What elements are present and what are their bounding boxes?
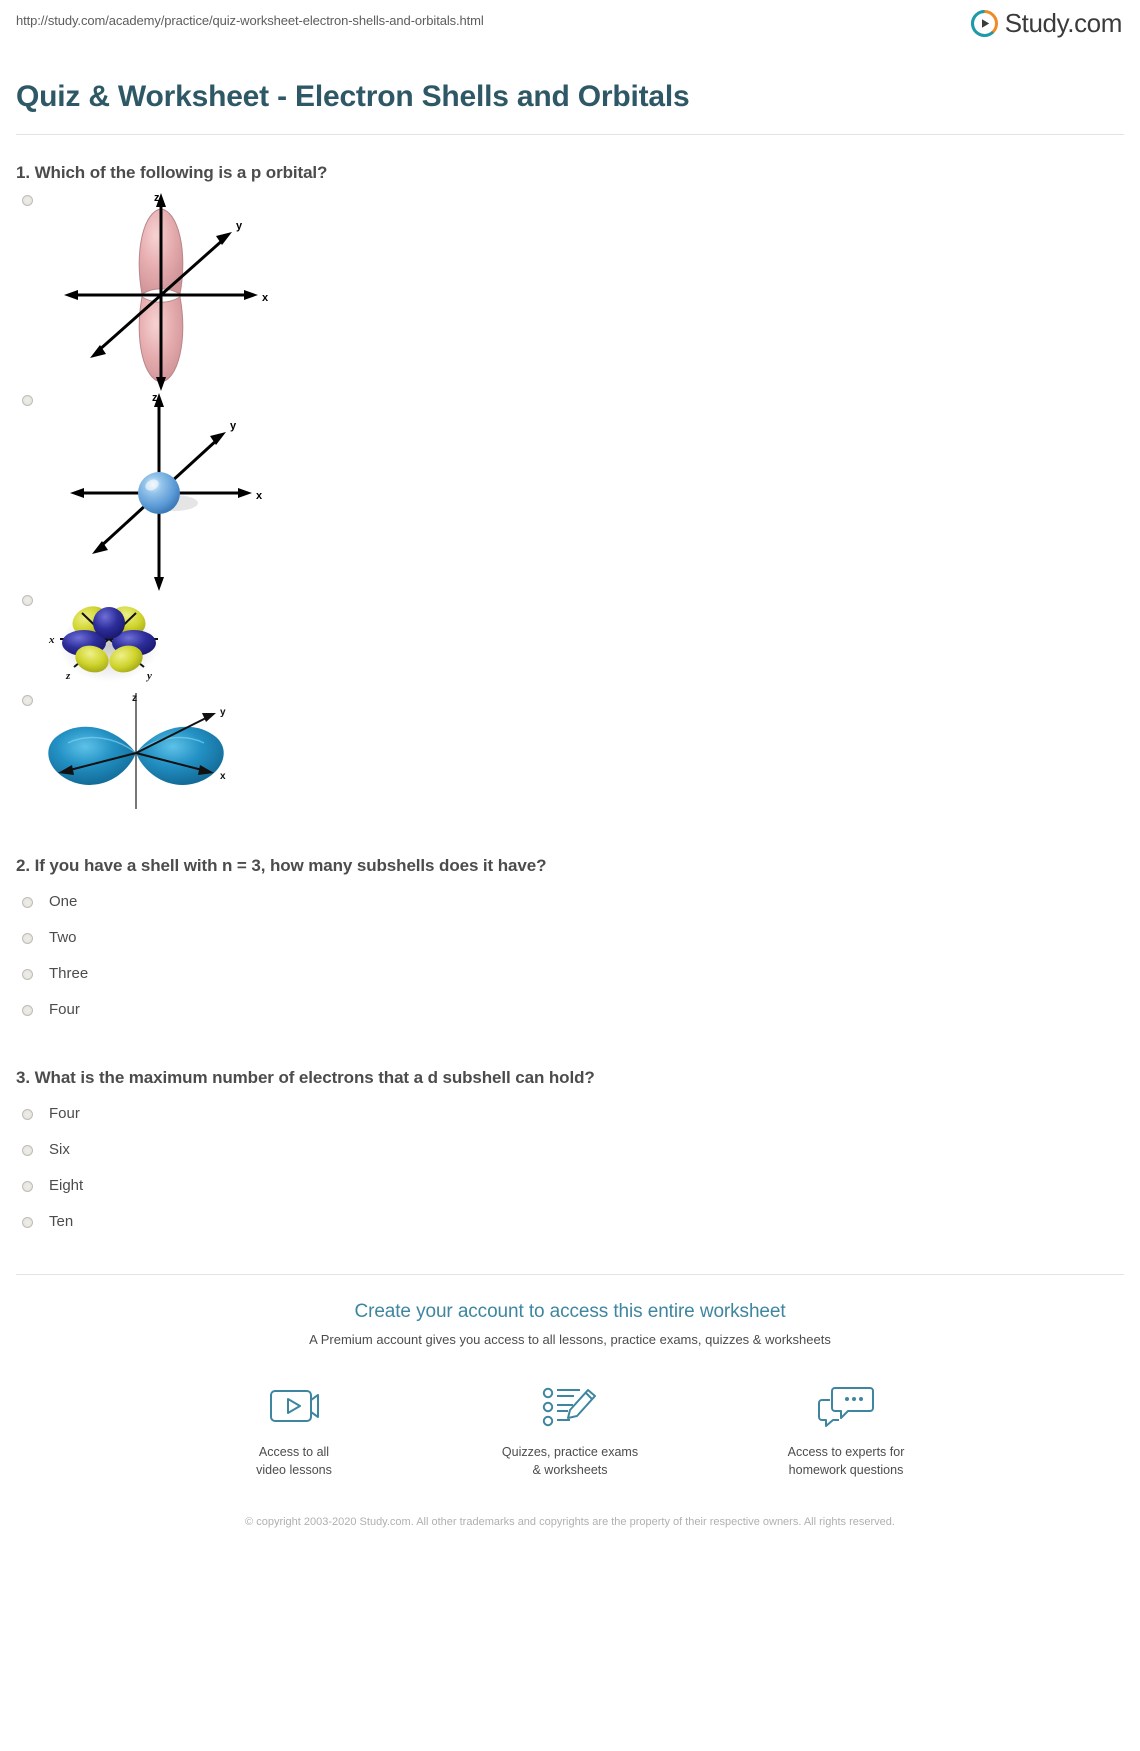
radio-button-2d[interactable] <box>22 1005 33 1016</box>
feature-expert-caption-line2: homework questions <box>788 1463 904 1478</box>
question-2 <box>16 856 1124 1028</box>
svg-text:x: x <box>256 490 263 503</box>
answer-label-2b: Two <box>49 929 77 947</box>
svg-text:x: x <box>49 634 55 647</box>
feature-expert-caption <box>761 1443 931 1479</box>
feature-video-caption <box>209 1443 379 1479</box>
question-2-text: 2. If you have a shell with n = 3, how many subshells does it have? <box>16 856 547 876</box>
title-divider <box>16 134 1124 135</box>
radio-button-3d[interactable] <box>22 1217 33 1228</box>
play-circle-icon <box>971 10 998 37</box>
svg-text:z: z <box>66 670 71 683</box>
question-3-text: 3. What is the maximum number of electrons that a d subshell can hold? <box>16 1068 595 1088</box>
page-url: http://study.com/academy/practice/quiz-worksheet-electron-shells-and-orbitals.html <box>16 13 484 28</box>
feature-video-caption-line1: Access to all <box>258 1445 330 1460</box>
feature-quiz-caption-line2: & worksheets <box>532 1463 608 1478</box>
feature-expert-help <box>761 1381 931 1479</box>
radio-button-1b[interactable] <box>22 395 33 406</box>
copyright-text: © copyright 2003-2020 Study.com. All other trademarks and copyrights are the property of their respective owners. All rights reserved. <box>245 1516 895 1529</box>
answer-option-2c[interactable] <box>16 956 1124 992</box>
question-1-text: 1. Which of the following is a p orbital? <box>16 163 328 183</box>
page-title: Quiz & Worksheet - Electron Shells and Orbitals <box>16 80 690 114</box>
answer-option-1a[interactable] <box>16 191 1124 391</box>
answer-label-3a: Four <box>49 1105 80 1123</box>
brand-suffix-text: .com <box>1067 8 1122 38</box>
feature-quiz-caption <box>485 1443 655 1479</box>
answer-option-2d[interactable] <box>16 992 1124 1028</box>
answer-option-3a[interactable] <box>16 1096 1124 1132</box>
radio-button-2b[interactable] <box>22 933 33 944</box>
video-play-icon <box>209 1381 379 1433</box>
brand-wordmark <box>1005 8 1122 39</box>
answer-label-3c: Eight <box>49 1177 84 1195</box>
answer-option-3d[interactable] <box>16 1204 1124 1240</box>
question-3 <box>16 1068 1124 1240</box>
question-1 <box>16 163 1124 816</box>
radio-button-3c[interactable] <box>22 1181 33 1192</box>
question-2-answers <box>16 884 1124 1028</box>
answer-option-1d[interactable] <box>16 691 1124 816</box>
feature-quiz-caption-line1: Quizzes, practice exams <box>501 1445 639 1460</box>
px-orbital-blue-figure <box>36 691 1124 816</box>
quiz-pencil-icon <box>485 1381 655 1433</box>
page-header <box>0 0 1140 52</box>
radio-button-3b[interactable] <box>22 1145 33 1156</box>
feature-video-caption-line2: video lessons <box>256 1463 332 1478</box>
svg-text:x: x <box>262 292 269 305</box>
question-1-answers <box>16 191 1124 816</box>
svg-text:y: y <box>230 420 237 433</box>
answer-option-1c[interactable] <box>16 591 1124 691</box>
brand-name-text: Study <box>1004 8 1068 38</box>
radio-button-3a[interactable] <box>22 1109 33 1120</box>
svg-text:z: z <box>152 392 158 405</box>
answer-label-2a: One <box>49 893 78 911</box>
svg-text:y: y <box>220 707 226 719</box>
radio-button-2a[interactable] <box>22 897 33 908</box>
pz-orbital-pink-figure <box>56 191 1124 391</box>
radio-button-1a[interactable] <box>22 195 33 206</box>
answer-option-3b[interactable] <box>16 1132 1124 1168</box>
answer-label-3b: Six <box>49 1141 70 1159</box>
quiz-body <box>0 163 1140 1240</box>
svg-text:z: z <box>132 693 137 705</box>
radio-button-1c[interactable] <box>22 595 33 606</box>
chat-bubble-icon <box>761 1381 931 1433</box>
svg-text:y: y <box>236 220 243 233</box>
d-orbital-four-lobe-figure <box>44 591 1124 691</box>
radio-button-2c[interactable] <box>22 969 33 980</box>
answer-label-2c: Three <box>49 965 89 983</box>
cta-subtitle: A Premium account gives you access to all lessons, practice exams, quizzes & worksheets <box>309 1332 831 1348</box>
radio-button-1d[interactable] <box>22 695 33 706</box>
feature-quizzes-worksheets <box>485 1381 655 1479</box>
svg-text:z: z <box>154 192 160 205</box>
cta-feature-list <box>0 1381 1140 1479</box>
s-orbital-sphere-blue-figure <box>56 391 1124 591</box>
answer-option-1b[interactable] <box>16 391 1124 591</box>
feature-expert-caption-line1: Access to experts for <box>787 1445 905 1460</box>
answer-label-2d: Four <box>49 1001 80 1019</box>
answer-option-3c[interactable] <box>16 1168 1124 1204</box>
study-com-logo[interactable] <box>971 8 1122 39</box>
answer-label-3d: Ten <box>49 1213 74 1231</box>
feature-video-lessons <box>209 1381 379 1479</box>
answer-option-2b[interactable] <box>16 920 1124 956</box>
answer-option-2a[interactable] <box>16 884 1124 920</box>
question-3-answers <box>16 1096 1124 1240</box>
svg-text:x: x <box>220 771 226 783</box>
create-account-cta <box>0 1275 1140 1531</box>
svg-text:y: y <box>147 670 152 683</box>
cta-headline[interactable]: Create your account to access this entire worksheet <box>354 1301 786 1323</box>
